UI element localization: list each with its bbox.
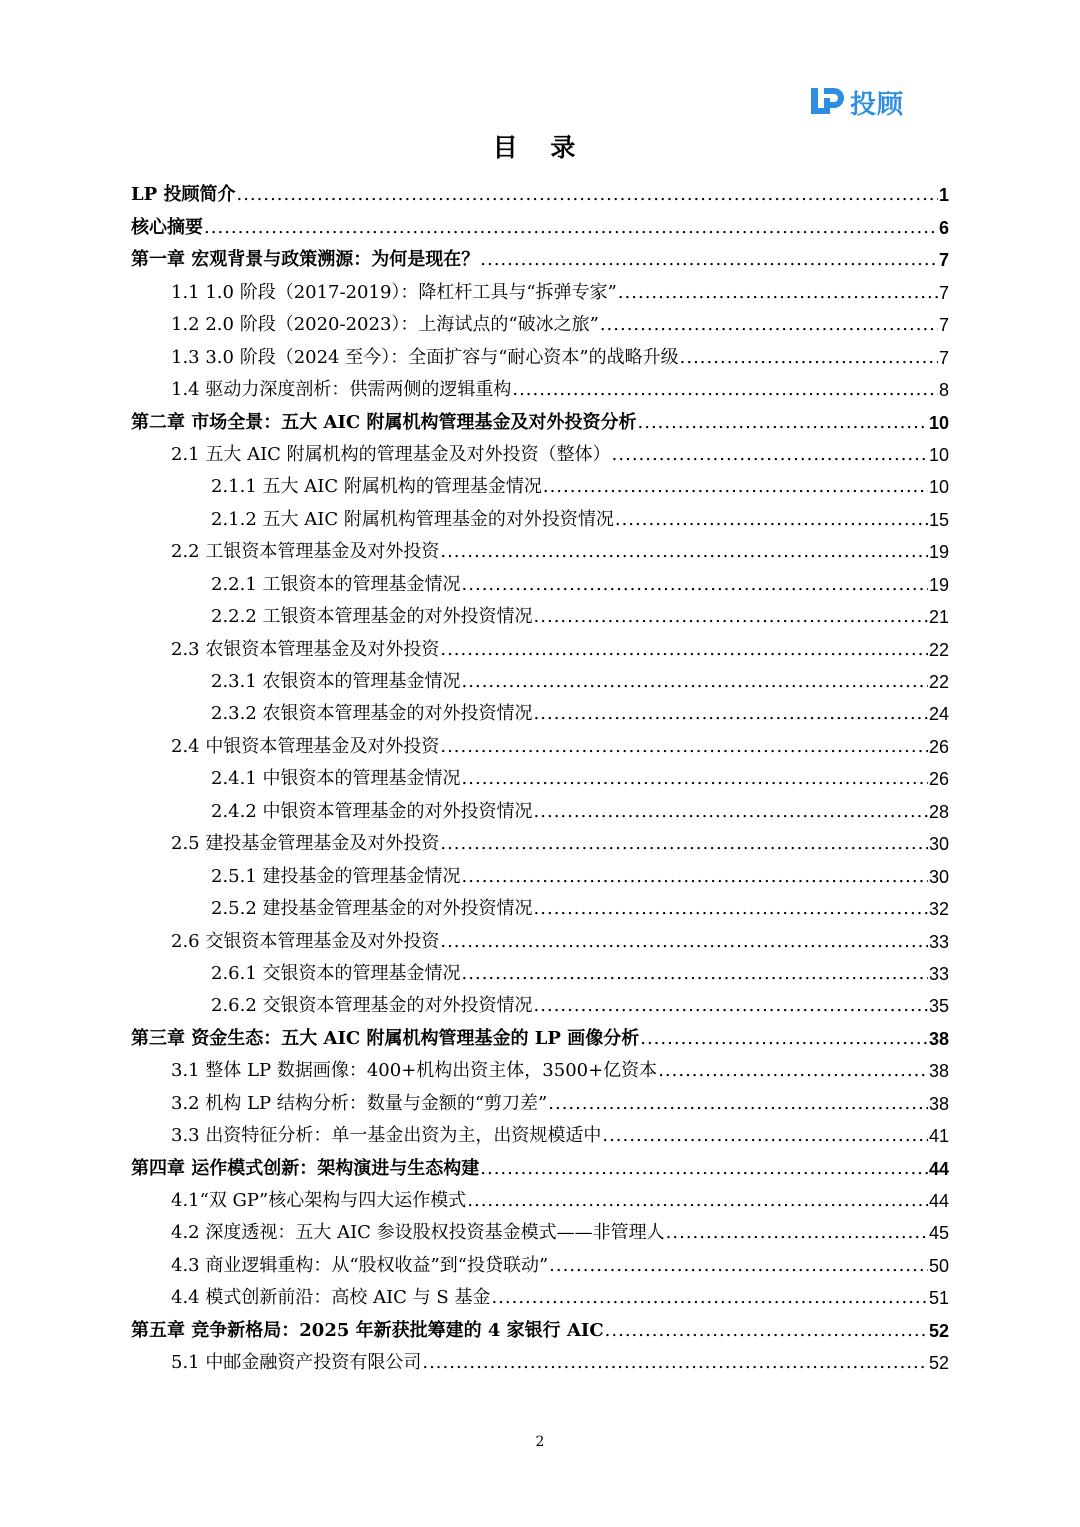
toc-entry-page: 38 (928, 1061, 949, 1082)
toc-entry-title: 2.6.2 交银资本管理基金的对外投资情况 (211, 995, 533, 1017)
toc-entry-title: 2.2.2 工银资本管理基金的对外投资情况 (211, 606, 533, 628)
toc-entry-page: 6 (938, 217, 949, 238)
toc-entry[interactable] (131, 631, 949, 663)
toc-title: 目 录 (492, 133, 588, 162)
dot-leader (605, 1320, 928, 1342)
dot-leader (602, 1125, 928, 1147)
dot-leader (534, 606, 928, 628)
toc-entry[interactable] (131, 1085, 949, 1117)
toc-entry-page: 10 (928, 477, 949, 498)
toc-entry[interactable] (131, 404, 949, 436)
dot-leader (549, 1255, 928, 1277)
dot-leader (440, 931, 928, 953)
dot-leader (534, 801, 928, 823)
toc-entry-title: 2.1 五大 AIC 附属机构的管理基金及对外投资（整体） (171, 443, 611, 465)
toc-entry-title: LP 投顾简介 (131, 184, 236, 206)
toc-entry-title: 2.2 工银资本管理基金及对外投资 (171, 541, 440, 563)
toc-entry-title: 第五章 竞争新格局：2025 年新获批筹建的 4 家银行 AIC (131, 1319, 604, 1341)
toc-entry-title: 2.5.1 建投基金的管理基金情况 (211, 865, 461, 887)
toc-entry[interactable] (131, 826, 949, 858)
toc-entry-page: 22 (928, 672, 949, 692)
toc-entry[interactable] (131, 209, 949, 241)
toc-entry[interactable] (131, 469, 949, 501)
dot-leader (462, 574, 928, 596)
toc-entry[interactable] (131, 566, 949, 598)
toc-entry[interactable] (131, 1280, 949, 1312)
toc-entry-title: 2.1.2 五大 AIC 附属机构管理基金的对外投资情况 (211, 508, 614, 530)
toc-entry[interactable] (131, 728, 949, 760)
dot-leader (612, 444, 928, 466)
dot-leader (440, 736, 928, 758)
toc-entry-title: 2.6 交银资本管理基金及对外投资 (171, 930, 440, 952)
dot-leader (534, 995, 928, 1017)
toc-entry-title: 2.3 农银资本管理基金及对外投资 (171, 638, 440, 660)
toc-entry-page: 38 (928, 1093, 949, 1114)
toc-entry[interactable] (131, 501, 949, 533)
toc-entry-title: 第二章 市场全景：五大 AIC 附属机构管理基金及对外投资分析 (131, 411, 637, 433)
toc-entry[interactable] (131, 858, 949, 890)
toc-entry[interactable] (131, 242, 949, 274)
dot-leader (534, 898, 928, 920)
dot-leader (467, 1190, 928, 1212)
toc-entry-page: 33 (928, 963, 949, 984)
toc-entry-page: 8 (938, 380, 949, 401)
toc-entry-title: 2.1.1 五大 AIC 附属机构的管理基金情况 (211, 476, 542, 498)
toc-entry-title: 3.1 整体 LP 数据画像：400+机构出资主体，3500+亿资本 (171, 1060, 658, 1082)
toc-entry-title: 2.4.2 中银资本管理基金的对外投资情况 (211, 800, 533, 822)
toc-entry-title: 第一章 宏观背景与政策溯源：为何是现在？ (131, 249, 480, 271)
toc-entry[interactable] (131, 437, 949, 469)
toc-entry-page: 33 (928, 931, 949, 952)
toc-entry-page: 30 (928, 834, 949, 855)
toc-entry[interactable] (131, 1118, 949, 1150)
toc-entry-page: 44 (928, 1158, 949, 1179)
toc-entry-page: 52 (928, 1353, 949, 1374)
dot-leader (462, 963, 928, 985)
dot-leader (543, 476, 928, 498)
toc-entry[interactable] (131, 534, 949, 566)
dot-leader (534, 703, 928, 725)
toc-entry[interactable] (131, 793, 949, 825)
page-number: 2 (535, 1434, 545, 1450)
toc-entry[interactable] (131, 1215, 949, 1247)
dot-leader (422, 1352, 928, 1374)
toc-entry-page: 21 (928, 607, 949, 628)
dot-leader (462, 671, 928, 693)
toc-entry-title: 2.2.1 工银资本的管理基金情况 (211, 573, 461, 595)
table-of-contents (131, 177, 949, 1377)
dot-leader (480, 1158, 928, 1180)
toc-entry-title: 4.2 深度透视：五大 AIC 参设股权投资基金模式——非管理人 (171, 1222, 665, 1244)
toc-entry[interactable] (131, 988, 949, 1020)
toc-entry-page: 38 (928, 1028, 949, 1049)
dot-leader (618, 282, 938, 304)
dot-leader (600, 314, 938, 336)
dot-leader (638, 412, 928, 434)
toc-entry-title: 4.4 模式创新前沿：高校 AIC 与 S 基金 (171, 1287, 491, 1309)
toc-entry[interactable] (131, 599, 949, 631)
toc-entry[interactable] (131, 761, 949, 793)
dot-leader (680, 347, 938, 369)
toc-entry[interactable] (131, 1247, 949, 1279)
dot-leader (236, 184, 938, 206)
toc-entry-title: 2.4.1 中银资本的管理基金情况 (211, 768, 461, 790)
toc-entry-page: 7 (938, 347, 949, 368)
dot-leader (666, 1222, 928, 1244)
toc-entry[interactable] (131, 891, 949, 923)
toc-entry[interactable] (131, 177, 949, 209)
dot-leader (462, 768, 928, 790)
toc-entry[interactable] (131, 1312, 949, 1344)
toc-entry[interactable] (131, 274, 949, 306)
toc-entry-title: 4.1“双 GP”核心架构与四大运作模式 (171, 1190, 467, 1211)
toc-entry-title: 2.3.2 农银资本管理基金的对外投资情况 (211, 703, 533, 725)
toc-entry[interactable] (131, 1053, 949, 1085)
toc-entry-title: 3.2 机构 LP 结构分析：数量与金额的“剪刀差” (171, 1092, 548, 1114)
dot-leader (548, 1093, 928, 1115)
toc-entry-title: 3.3 出资特征分析：单一基金出资为主，出资规模适中 (171, 1125, 602, 1147)
toc-entry-page: 26 (928, 736, 949, 757)
toc-entry-page: 51 (928, 1288, 949, 1309)
toc-entry[interactable] (131, 307, 949, 339)
toc-entry-page: 7 (938, 282, 949, 303)
toc-entry[interactable] (131, 923, 949, 955)
toc-entry-title: 4.3 商业逻辑重构：从“股权收益”到“投贷联动” (171, 1254, 549, 1276)
toc-entry-title: 核心摘要 (131, 216, 203, 238)
toc-entry-page: 1 (938, 185, 949, 206)
toc-entry-title: 第四章 运作模式创新：架构演进与生态构建 (131, 1157, 480, 1179)
dot-leader (440, 541, 928, 563)
brand-logo (808, 84, 904, 120)
toc-entry[interactable] (131, 372, 949, 404)
toc-entry-page: 32 (928, 899, 949, 920)
toc-entry-title: 5.1 中邮金融资产投资有限公司 (171, 1352, 422, 1374)
toc-entry-page: 10 (928, 444, 949, 465)
toc-entry-title: 第三章 资金生态：五大 AIC 附属机构管理基金的 LP 画像分析 (131, 1027, 640, 1049)
toc-entry-page: 45 (928, 1223, 949, 1244)
toc-entry-page: 7 (938, 315, 949, 336)
toc-entry-page: 41 (928, 1126, 949, 1147)
toc-entry-title: 1.4 驱动力深度剖析：供需两侧的逻辑重构 (171, 379, 512, 401)
toc-entry-page: 44 (928, 1191, 949, 1211)
toc-entry-page: 19 (928, 542, 949, 563)
toc-entry[interactable] (131, 1020, 949, 1052)
toc-entry-title: 1.1 1.0 阶段（2017-2019）：降杠杆工具与“拆弹专家” (171, 281, 617, 303)
toc-entry-title: 1.2 2.0 阶段（2020-2023）：上海试点的“破冰之旅” (171, 314, 599, 336)
toc-entry-page: 22 (928, 639, 949, 660)
toc-entry-title: 2.5.2 建投基金管理基金的对外投资情况 (211, 898, 533, 920)
toc-entry-page: 15 (928, 509, 949, 530)
dot-leader (462, 866, 928, 888)
toc-entry-page: 50 (928, 1255, 949, 1276)
toc-entry-page: 19 (928, 574, 949, 595)
lp-logo-icon (808, 84, 848, 120)
toc-entry-page: 7 (938, 250, 949, 271)
dot-leader (491, 1287, 928, 1309)
dot-leader (204, 217, 938, 239)
toc-entry-page: 28 (928, 801, 949, 822)
toc-entry-title: 2.4 中银资本管理基金及对外投资 (171, 735, 440, 757)
toc-entry[interactable] (131, 1183, 949, 1215)
dot-leader (640, 1028, 928, 1050)
dot-leader (658, 1060, 928, 1082)
toc-entry-page: 10 (928, 412, 949, 433)
dot-leader (512, 379, 938, 401)
toc-entry-page: 30 (928, 866, 949, 887)
toc-entry[interactable] (131, 1150, 949, 1182)
toc-entry-page: 35 (928, 996, 949, 1017)
toc-entry[interactable] (131, 956, 949, 988)
dot-leader (440, 639, 928, 661)
toc-entry-page: 24 (928, 704, 949, 725)
dot-leader (480, 249, 938, 271)
toc-entry-page: 26 (928, 769, 949, 790)
toc-entry[interactable] (131, 339, 949, 371)
toc-entry[interactable] (131, 696, 949, 728)
toc-entry-title: 1.3 3.0 阶段（2024 至今）：全面扩容与“耐心资本”的战略升级 (171, 346, 679, 368)
dot-leader (615, 509, 928, 531)
dot-leader (440, 833, 928, 855)
toc-entry[interactable] (131, 664, 949, 696)
toc-entry-title: 2.5 建投基金管理基金及对外投资 (171, 833, 440, 855)
toc-entry-page: 52 (928, 1320, 949, 1341)
toc-entry-title: 2.3.1 农银资本的管理基金情况 (211, 671, 461, 692)
toc-entry[interactable] (131, 1345, 949, 1377)
logo-text: 投顾 (850, 89, 905, 120)
toc-entry-title: 2.6.1 交银资本的管理基金情况 (211, 962, 461, 984)
